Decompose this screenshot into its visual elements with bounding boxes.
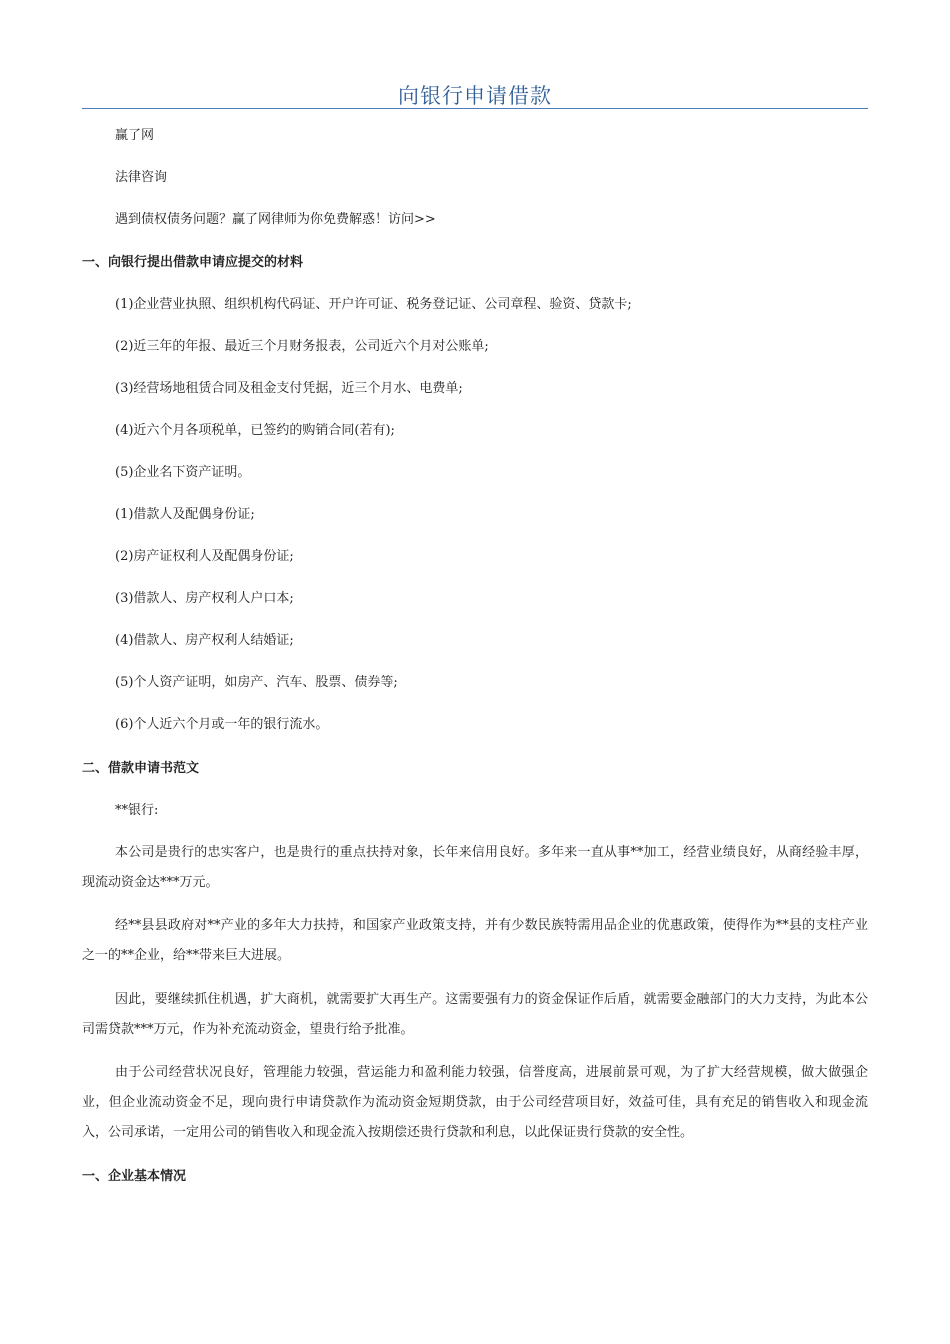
list-item: (4)借款人、房产权利人结婚证; [115, 633, 294, 648]
list-item: (6)个人近六个月或一年的银行流水。 [115, 717, 329, 732]
list-item: (4)近六个月各项税单，已签约的购销合同(若有); [115, 423, 395, 438]
letter-paragraph: 由于公司经营状况良好，管理能力较强，营运能力和盈利能力较强，信誉度高，进展前景可观，为了扩大经营规模，做大做强企业，但企业流动资金不足，现向贵行申请贷款作为流动资金短期贷款，由于公司经营项目好，效益可佳，具有充足的销售收入和现金流入，公司承诺，一定用公司的销售收入和现金流入按期偿还贵行贷款和利息，以此保证贵行贷款的安全性。 [82, 1065, 868, 1140]
letter-paragraph: 因此，要继续抓住机遇，扩大商机，就需要扩大再生产。这需要强有力的资金保证作后盾，就需要金融部门的大力支持，为此本公司需贷款***万元，作为补充流动资金，望贵行给予批准。 [82, 992, 868, 1037]
intro-category: 法律咨询 [115, 170, 168, 185]
title-underline [82, 108, 868, 109]
list-item: (1)借款人及配偶身份证; [115, 507, 255, 522]
list-item: (5)个人资产证明，如房产、汽车、股票、债券等; [115, 675, 398, 690]
list-item: (5)企业名下资产证明。 [115, 465, 251, 480]
document-title: 向银行申请借款 [398, 84, 552, 108]
list-item: (3)经营场地租赁合同及租金支付凭据，近三个月水、电费单; [115, 381, 463, 396]
section-heading-sample-letter: 二、借款申请书范文 [82, 761, 200, 776]
letter-paragraph: 经**县县政府对**产业的多年大力扶持，和国家产业政策支持，并有少数民族特需用品企业的优惠政策，使得作为**县的支柱产业之一的**企业，给**带来巨大进展。 [82, 918, 868, 963]
list-item: (2)房产证权利人及配偶身份证; [115, 549, 294, 564]
section-heading-company-info: 一、企业基本情况 [82, 1169, 187, 1184]
list-item: (1)企业营业执照、组织机构代码证、开户许可证、税务登记证、公司章程、验资、贷款卡; [115, 297, 632, 312]
intro-promo-link[interactable]: 遇到债权债务问题？赢了网律师为你免费解惑！访问>> [115, 212, 436, 227]
section-heading-materials: 一、向银行提出借款申请应提交的材料 [82, 255, 304, 270]
list-item: (2)近三年的年报、最近三个月财务报表，公司近六个月对公账单; [115, 339, 489, 354]
letter-paragraph: 本公司是贵行的忠实客户，也是贵行的重点扶持对象，长年来信用良好。多年来一直从事**加工，经营业绩良好，从商经验丰厚，现流动资金达***万元。 [82, 845, 868, 890]
list-item: (3)借款人、房产权利人户口本; [115, 591, 294, 606]
letter-salutation: **银行: [115, 803, 159, 818]
intro-site-name: 赢了网 [115, 128, 155, 143]
